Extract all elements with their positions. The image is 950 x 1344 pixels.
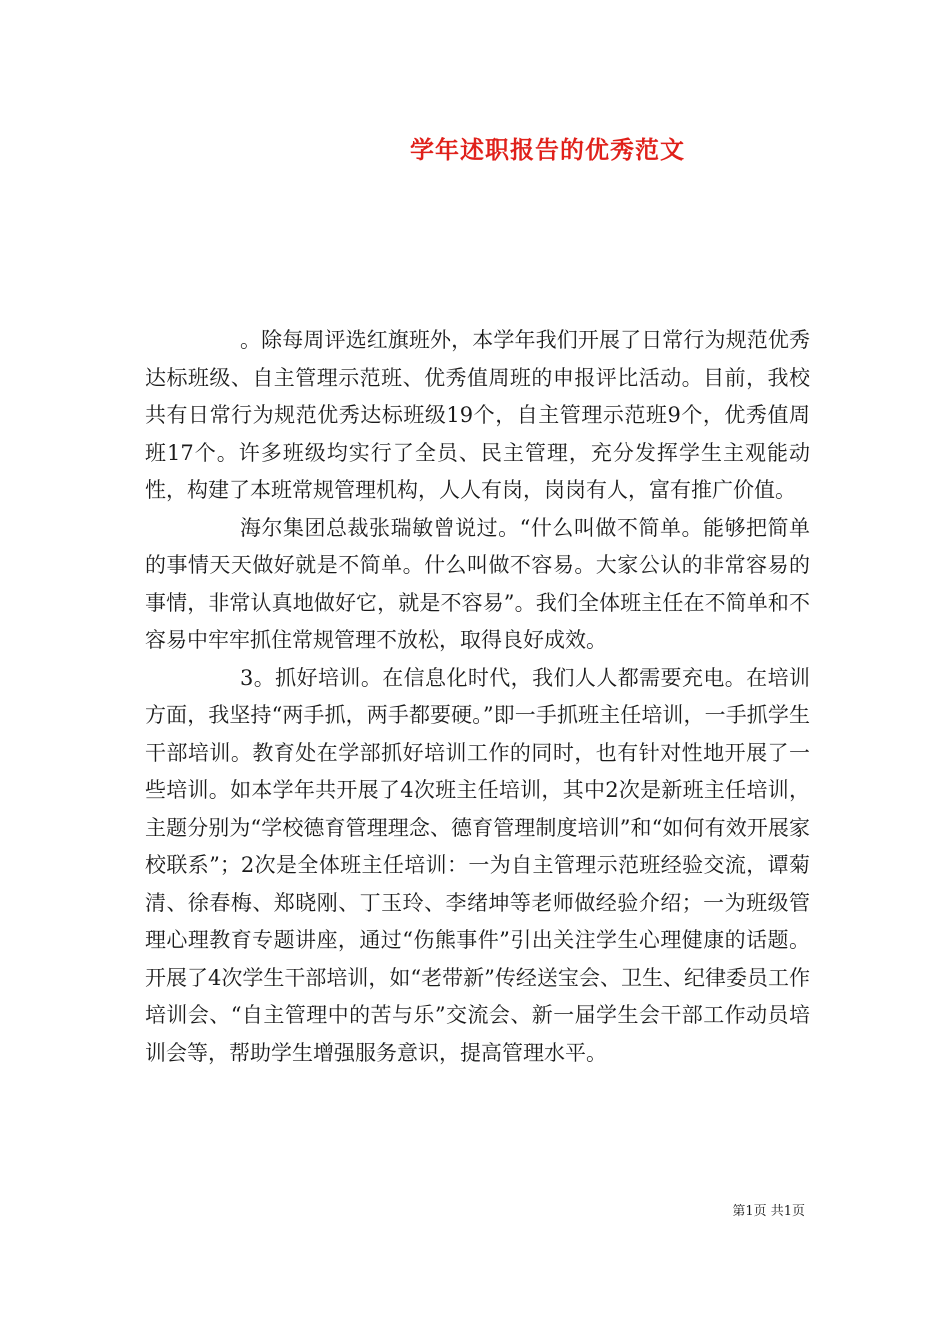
paragraph-1: 。除每周评选红旗班外，本学年我们开展了日常行为规范优秀达标班级、自主管理示范班、优秀值周班的申报评比活动。目前，我校共有日常行为规范优秀达标班级19个，自主管理示范班9个，优秀值周班17个。许多班级均实行了全员、民主管理，充分发挥学生主观能动性，构建了本班常规管理机构，人人有岗，岗岗有人，富有推广价值。	[145, 328, 810, 502]
page-number: 第1页 共1页	[732, 1204, 805, 1219]
document-title: 学年述职报告的优秀范文	[410, 135, 685, 164]
document-body	[145, 322, 810, 1072]
paragraph-3: 3。抓好培训。在信息化时代，我们人人都需要充电。在培训方面，我坚持“两手抓，两手都要硬。”即一手抓班主任培训，一手抓学生干部培训。教育处在学部抓好培训工作的同时，也有针对性地开展了一些培训。如本学年共开展了4次班主任培训，其中2次是新班主任培训，主题分别为“学校德育管理理念、德育管理制度培训”和“如何有效开展家校联系”；2次是全体班主任培训：一为自主管理示范班经验交流，谭菊清、徐春梅、郑晓刚、丁玉玲、李绪坤等老师做经验介绍；一为班级管理心理教育专题讲座，通过“伤熊事件”引出关注学生心理健康的话题。开展了4次学生干部培训，如“老带新”传经送宝会、卫生、纪律委员工作培训会、“自主管理中的苦与乐”交流会、新一届学生会干部工作动员培训会等，帮助学生增强服务意识，提高管理水平。	[145, 665, 810, 1065]
paragraph-2: 海尔集团总裁张瑞敏曾说过。“什么叫做不简单。能够把简单的事情天天做好就是不简单。什么叫做不容易。大家公认的非常容易的事情，非常认真地做好它，就是不容易”。我们全体班主任在不简单和不容易中牢牢抓住常规管理不放松，取得良好成效。	[145, 515, 810, 652]
